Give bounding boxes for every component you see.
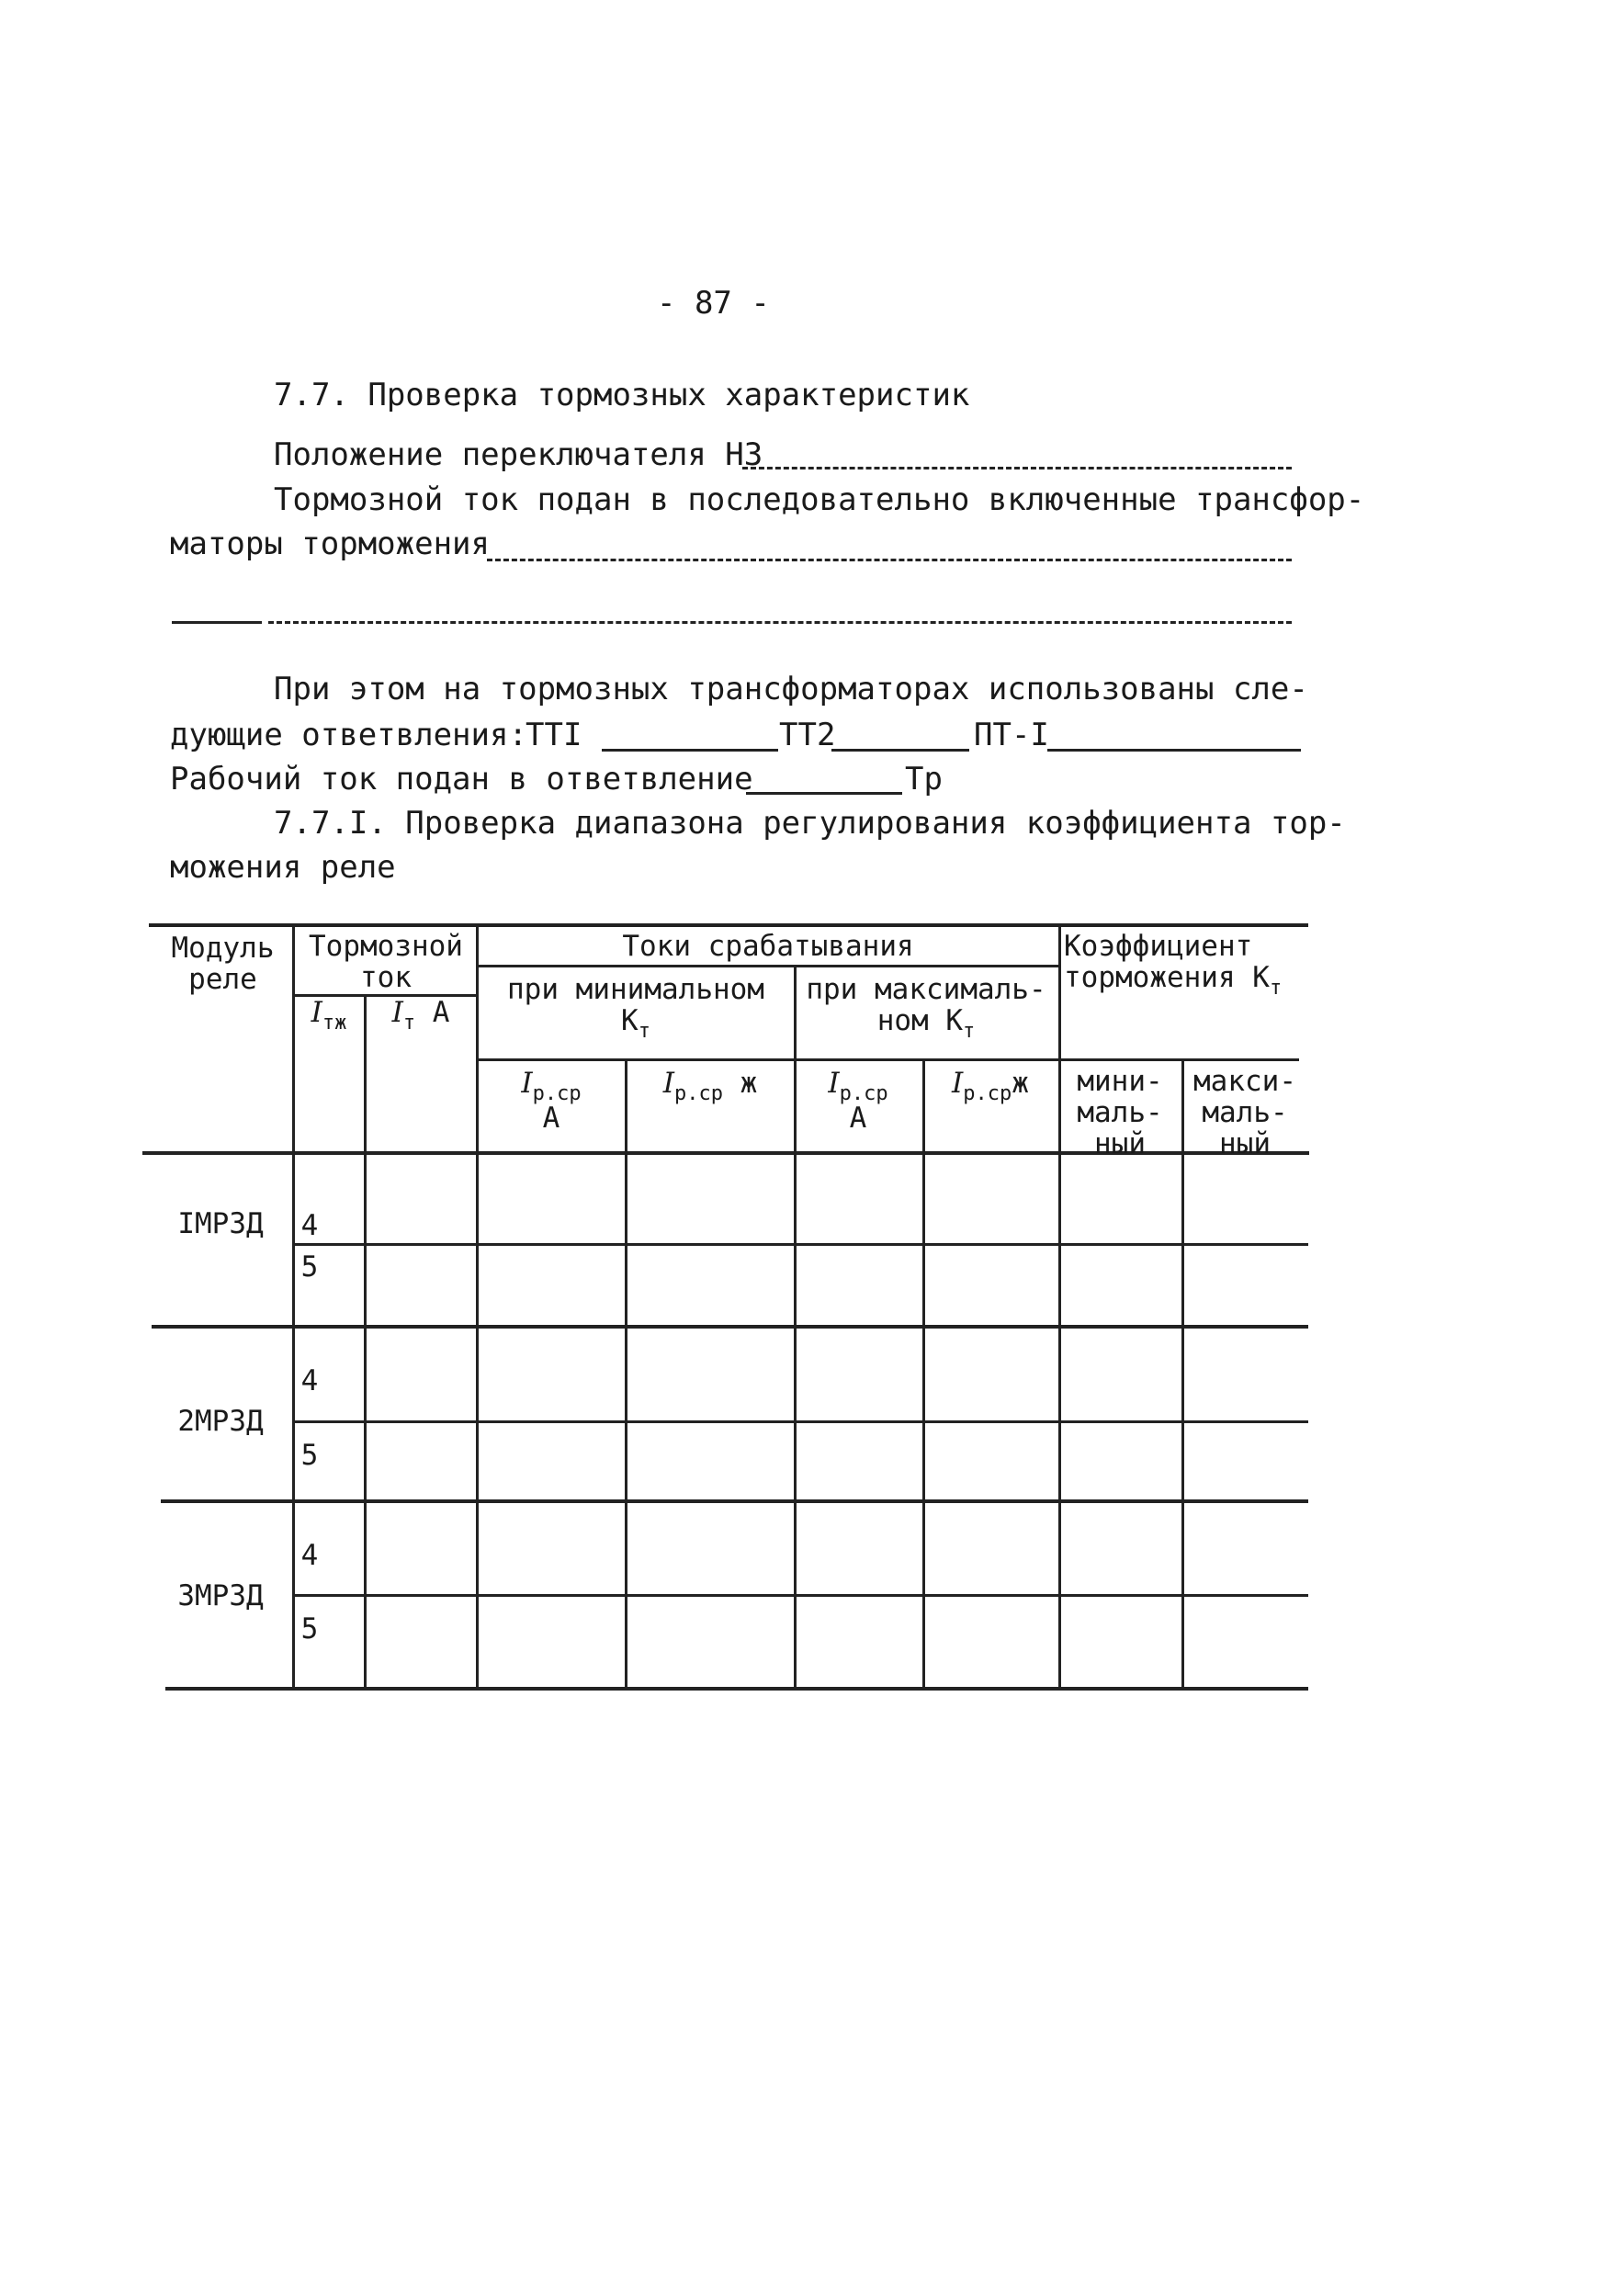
ip-symbol: I bbox=[828, 1067, 840, 1100]
table-vline-min1 bbox=[625, 1058, 627, 1689]
switch-position-label: Положение переключателя НЗ bbox=[274, 436, 763, 473]
tt1-field[interactable] bbox=[602, 749, 778, 752]
brake-current-line2: маторы торможения bbox=[170, 526, 490, 562]
taps-line2-prefix: дующие ответвления: bbox=[170, 717, 527, 753]
table-line-row1-mid bbox=[294, 1243, 1308, 1246]
row3-module: 3МРЗД bbox=[177, 1579, 264, 1612]
header-ip-max-star bbox=[924, 1068, 1057, 1103]
header-brake-current: Тормозной ток bbox=[309, 930, 463, 994]
table-vline-brake-end bbox=[476, 923, 479, 1689]
ip-sub: р.ср bbox=[839, 1082, 888, 1105]
header-coefficient bbox=[1060, 930, 1308, 1000]
header-ip-min-star bbox=[628, 1068, 792, 1103]
table-top-line bbox=[149, 923, 1308, 927]
brake-transformers-field-extra[interactable] bbox=[268, 621, 1292, 624]
row1-value-5: 5 bbox=[300, 1250, 319, 1284]
ip-symbol: I bbox=[662, 1067, 674, 1100]
table-vline-max1 bbox=[922, 1058, 925, 1689]
i-t-sub: т bbox=[402, 1012, 416, 1035]
i-tzh-sub: тж bbox=[322, 1012, 347, 1035]
subheading-line1: 7.7.I. Проверка диапазона регулирования коэффициента тор- bbox=[274, 805, 1346, 842]
row3-value-4: 4 bbox=[300, 1539, 319, 1572]
coef-sub: т bbox=[1269, 977, 1283, 1000]
tt1-label: ТТI bbox=[526, 717, 582, 753]
table-vline-trip-end bbox=[1058, 923, 1061, 1689]
ip-sub: р.ср bbox=[532, 1082, 582, 1105]
work-current-label: Рабочий ток подан в ответвление bbox=[170, 761, 753, 797]
table-bottom-line bbox=[165, 1687, 1308, 1691]
i-t-unit: A bbox=[432, 996, 450, 1029]
subheading-line2: можения реле bbox=[170, 849, 396, 886]
at-max-sub: т bbox=[963, 1020, 976, 1043]
header-i-tzh bbox=[296, 996, 362, 1035]
section-heading: 7.7. Проверка тормозных характеристик bbox=[274, 377, 970, 413]
i-t-symbol: I bbox=[391, 996, 403, 1029]
tt2-field[interactable] bbox=[831, 749, 969, 752]
table-line-trip-header bbox=[478, 965, 1058, 967]
table-vline-coef-split bbox=[1181, 1058, 1184, 1689]
row1-module: IМРЗД bbox=[177, 1207, 264, 1240]
header-trip-currents: Токи срабатывания bbox=[622, 930, 914, 963]
table-line-group2-bottom bbox=[161, 1499, 1308, 1503]
ip-unit: A bbox=[849, 1102, 867, 1135]
ip-unit: ж bbox=[740, 1067, 758, 1100]
table-line-row2-mid bbox=[294, 1420, 1308, 1423]
header-module: Модуль реле bbox=[171, 932, 275, 996]
table-line-kt-header bbox=[478, 1058, 1299, 1061]
row2-value-5: 5 bbox=[300, 1439, 319, 1472]
work-current-field[interactable] bbox=[746, 792, 902, 795]
header-ip-max-a bbox=[796, 1068, 921, 1134]
header-i-t bbox=[367, 996, 474, 1035]
header-ip-min-a bbox=[480, 1068, 623, 1134]
coef-label: Коэффициент торможения К bbox=[1064, 930, 1270, 994]
ip-sub: р.ср bbox=[673, 1082, 723, 1105]
page-number: - 87 - bbox=[657, 285, 770, 322]
at-max-label: при максималь- ном К bbox=[806, 973, 1046, 1037]
table-vline-brake-split bbox=[364, 994, 367, 1689]
header-coef-min: мини- маль- ный bbox=[1077, 1065, 1163, 1160]
table-line-group1-bottom bbox=[152, 1325, 1308, 1329]
ip-sub: р.ср bbox=[963, 1082, 1012, 1105]
brake-transformers-field[interactable] bbox=[487, 559, 1292, 561]
header-coef-max: макси- маль- ный bbox=[1193, 1065, 1296, 1160]
tr-label: Тр bbox=[905, 761, 943, 797]
header-at-max bbox=[796, 973, 1057, 1043]
i-tzh-symbol: I bbox=[311, 996, 322, 1029]
brake-transformers-field-extra-solid bbox=[172, 621, 262, 624]
ip-unit: ж bbox=[1012, 1067, 1029, 1100]
row2-module: 2МРЗД bbox=[177, 1405, 264, 1438]
taps-line1: При этом на тормозных трансформаторах использованы сле- bbox=[274, 671, 1308, 707]
brake-current-line1: Тормозной ток подан в последовательно включенные трансфор- bbox=[274, 481, 1365, 518]
tt2-label: ТТ2 bbox=[779, 717, 836, 753]
at-min-label: при минимальном К bbox=[507, 973, 764, 1037]
ip-unit: A bbox=[542, 1102, 560, 1135]
switch-position-field[interactable] bbox=[742, 467, 1292, 469]
row2-value-4: 4 bbox=[300, 1364, 319, 1397]
table-line-row3-mid bbox=[294, 1594, 1308, 1597]
pt1-field[interactable] bbox=[1047, 749, 1301, 752]
row3-value-5: 5 bbox=[300, 1612, 319, 1646]
row1-value-4: 4 bbox=[300, 1209, 319, 1242]
header-at-min bbox=[480, 973, 792, 1043]
table-vline-module bbox=[292, 923, 295, 1689]
ip-symbol: I bbox=[521, 1067, 533, 1100]
ip-symbol: I bbox=[952, 1067, 964, 1100]
at-min-sub: т bbox=[638, 1020, 650, 1043]
pt1-label: ПТ-I bbox=[974, 717, 1049, 753]
